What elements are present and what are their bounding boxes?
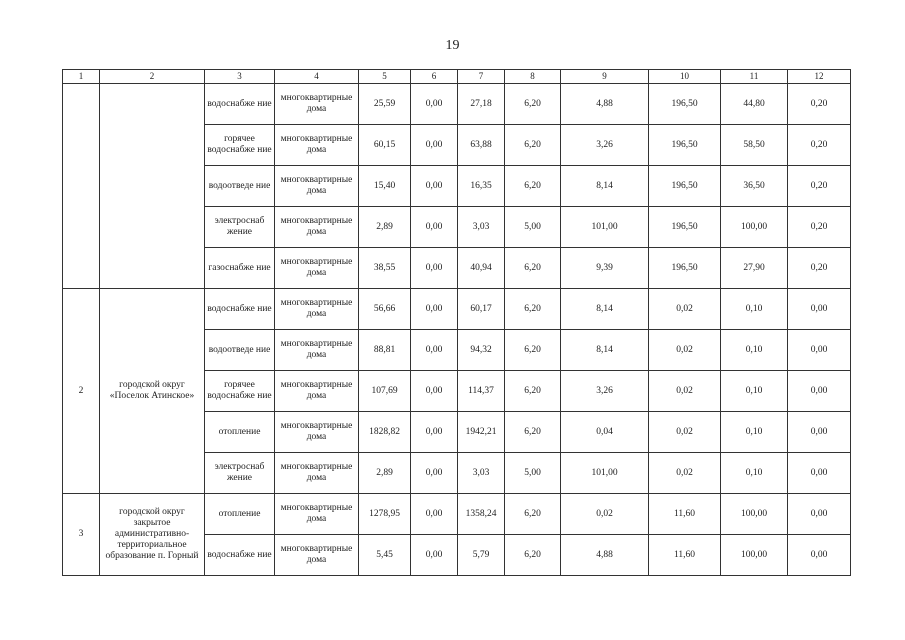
row-number-cell	[63, 84, 100, 289]
value-cell: 0,02	[649, 453, 721, 494]
municipality-name-cell: городской округ закрытое административно-территориальное образование п. Горный	[100, 494, 205, 576]
value-cell: 3,03	[458, 207, 505, 248]
service-cell: горячее водоснабже ние	[205, 371, 275, 412]
column-header: 2	[100, 70, 205, 84]
value-cell: 0,00	[788, 412, 851, 453]
value-cell: 0,00	[411, 371, 458, 412]
table-body	[63, 70, 851, 576]
value-cell: 0,10	[721, 330, 788, 371]
municipality-name-cell: городской округ «Поселок Атинское»	[100, 289, 205, 494]
value-cell: 0,00	[411, 412, 458, 453]
column-header: 9	[561, 70, 649, 84]
row-number-cell: 2	[63, 289, 100, 494]
building-type-cell: многоквартирные дома	[275, 453, 359, 494]
column-header: 1	[63, 70, 100, 84]
value-cell: 0,20	[788, 125, 851, 166]
value-cell: 6,20	[505, 412, 561, 453]
value-cell: 0,00	[411, 166, 458, 207]
value-cell: 16,35	[458, 166, 505, 207]
service-cell: отопление	[205, 412, 275, 453]
value-cell: 60,17	[458, 289, 505, 330]
value-cell: 0,20	[788, 207, 851, 248]
value-cell: 0,00	[788, 494, 851, 535]
value-cell: 9,39	[561, 248, 649, 289]
column-header: 7	[458, 70, 505, 84]
column-header: 5	[359, 70, 411, 84]
building-type-cell: многоквартирные дома	[275, 371, 359, 412]
value-cell: 94,32	[458, 330, 505, 371]
building-type-cell: многоквартирные дома	[275, 330, 359, 371]
service-cell: водоотведе ние	[205, 330, 275, 371]
value-cell: 38,55	[359, 248, 411, 289]
building-type-cell: многоквартирные дома	[275, 535, 359, 576]
value-cell: 5,79	[458, 535, 505, 576]
column-header: 11	[721, 70, 788, 84]
value-cell: 1828,82	[359, 412, 411, 453]
value-cell: 6,20	[505, 166, 561, 207]
value-cell: 114,37	[458, 371, 505, 412]
service-cell: электроснаб жение	[205, 453, 275, 494]
value-cell: 100,00	[721, 207, 788, 248]
value-cell: 0,02	[649, 289, 721, 330]
value-cell: 0,10	[721, 453, 788, 494]
value-cell: 3,26	[561, 371, 649, 412]
value-cell: 0,00	[788, 453, 851, 494]
header-row	[63, 70, 851, 84]
value-cell: 11,60	[649, 494, 721, 535]
column-header: 4	[275, 70, 359, 84]
service-cell: горячее водоснабже ние	[205, 125, 275, 166]
value-cell: 0,00	[411, 248, 458, 289]
service-cell: газоснабже ние	[205, 248, 275, 289]
value-cell: 1358,24	[458, 494, 505, 535]
value-cell: 8,14	[561, 289, 649, 330]
building-type-cell: многоквартирные дома	[275, 248, 359, 289]
value-cell: 6,20	[505, 84, 561, 125]
value-cell: 0,04	[561, 412, 649, 453]
service-cell: водоснабже ние	[205, 289, 275, 330]
table-row	[63, 84, 851, 125]
value-cell: 0,02	[649, 330, 721, 371]
value-cell: 196,50	[649, 125, 721, 166]
value-cell: 6,20	[505, 371, 561, 412]
value-cell: 0,02	[561, 494, 649, 535]
value-cell: 101,00	[561, 453, 649, 494]
service-cell: водоснабже ние	[205, 84, 275, 125]
value-cell: 0,00	[788, 371, 851, 412]
value-cell: 44,80	[721, 84, 788, 125]
table-row	[63, 494, 851, 535]
value-cell: 11,60	[649, 535, 721, 576]
value-cell: 0,10	[721, 289, 788, 330]
value-cell: 0,10	[721, 412, 788, 453]
value-cell: 0,20	[788, 166, 851, 207]
value-cell: 2,89	[359, 207, 411, 248]
column-header: 6	[411, 70, 458, 84]
value-cell: 6,20	[505, 289, 561, 330]
service-cell: водоотведе ние	[205, 166, 275, 207]
value-cell: 0,10	[721, 371, 788, 412]
value-cell: 6,20	[505, 330, 561, 371]
column-header: 3	[205, 70, 275, 84]
value-cell: 6,20	[505, 248, 561, 289]
value-cell: 8,14	[561, 330, 649, 371]
value-cell: 6,20	[505, 125, 561, 166]
value-cell: 0,00	[788, 289, 851, 330]
value-cell: 15,40	[359, 166, 411, 207]
value-cell: 196,50	[649, 248, 721, 289]
value-cell: 0,00	[411, 494, 458, 535]
value-cell: 1942,21	[458, 412, 505, 453]
building-type-cell: многоквартирные дома	[275, 125, 359, 166]
value-cell: 63,88	[458, 125, 505, 166]
value-cell: 196,50	[649, 207, 721, 248]
value-cell: 58,50	[721, 125, 788, 166]
value-cell: 27,90	[721, 248, 788, 289]
building-type-cell: многоквартирные дома	[275, 207, 359, 248]
value-cell: 25,59	[359, 84, 411, 125]
service-cell: электроснаб жение	[205, 207, 275, 248]
value-cell: 196,50	[649, 166, 721, 207]
column-header: 8	[505, 70, 561, 84]
building-type-cell: многоквартирные дома	[275, 166, 359, 207]
value-cell: 0,02	[649, 412, 721, 453]
value-cell: 0,00	[411, 84, 458, 125]
building-type-cell: многоквартирные дома	[275, 494, 359, 535]
value-cell: 101,00	[561, 207, 649, 248]
value-cell: 6,20	[505, 494, 561, 535]
column-header: 10	[649, 70, 721, 84]
value-cell: 0,00	[411, 125, 458, 166]
value-cell: 0,00	[788, 330, 851, 371]
value-cell: 4,88	[561, 535, 649, 576]
value-cell: 56,66	[359, 289, 411, 330]
value-cell: 1278,95	[359, 494, 411, 535]
value-cell: 100,00	[721, 535, 788, 576]
page-number: 19	[445, 38, 460, 53]
building-type-cell: многоквартирные дома	[275, 412, 359, 453]
value-cell: 4,88	[561, 84, 649, 125]
value-cell: 0,00	[411, 207, 458, 248]
value-cell: 60,15	[359, 125, 411, 166]
column-header: 12	[788, 70, 851, 84]
building-type-cell: многоквартирные дома	[275, 289, 359, 330]
service-cell: водоснабже ние	[205, 535, 275, 576]
tariff-table	[62, 69, 851, 576]
value-cell: 0,02	[649, 371, 721, 412]
value-cell: 3,26	[561, 125, 649, 166]
value-cell: 0,20	[788, 248, 851, 289]
value-cell: 0,20	[788, 84, 851, 125]
value-cell: 5,00	[505, 453, 561, 494]
value-cell: 88,81	[359, 330, 411, 371]
value-cell: 3,03	[458, 453, 505, 494]
service-cell: отопление	[205, 494, 275, 535]
value-cell: 36,50	[721, 166, 788, 207]
value-cell: 0,00	[411, 535, 458, 576]
value-cell: 6,20	[505, 535, 561, 576]
value-cell: 0,00	[788, 535, 851, 576]
value-cell: 5,45	[359, 535, 411, 576]
value-cell: 107,69	[359, 371, 411, 412]
value-cell: 0,00	[411, 330, 458, 371]
value-cell: 0,00	[411, 289, 458, 330]
row-number-cell: 3	[63, 494, 100, 576]
value-cell: 100,00	[721, 494, 788, 535]
value-cell: 40,94	[458, 248, 505, 289]
building-type-cell: многоквартирные дома	[275, 84, 359, 125]
value-cell: 8,14	[561, 166, 649, 207]
table-row	[63, 289, 851, 330]
value-cell: 196,50	[649, 84, 721, 125]
value-cell: 5,00	[505, 207, 561, 248]
value-cell: 0,00	[411, 453, 458, 494]
value-cell: 2,89	[359, 453, 411, 494]
municipality-name-cell	[100, 84, 205, 289]
value-cell: 27,18	[458, 84, 505, 125]
